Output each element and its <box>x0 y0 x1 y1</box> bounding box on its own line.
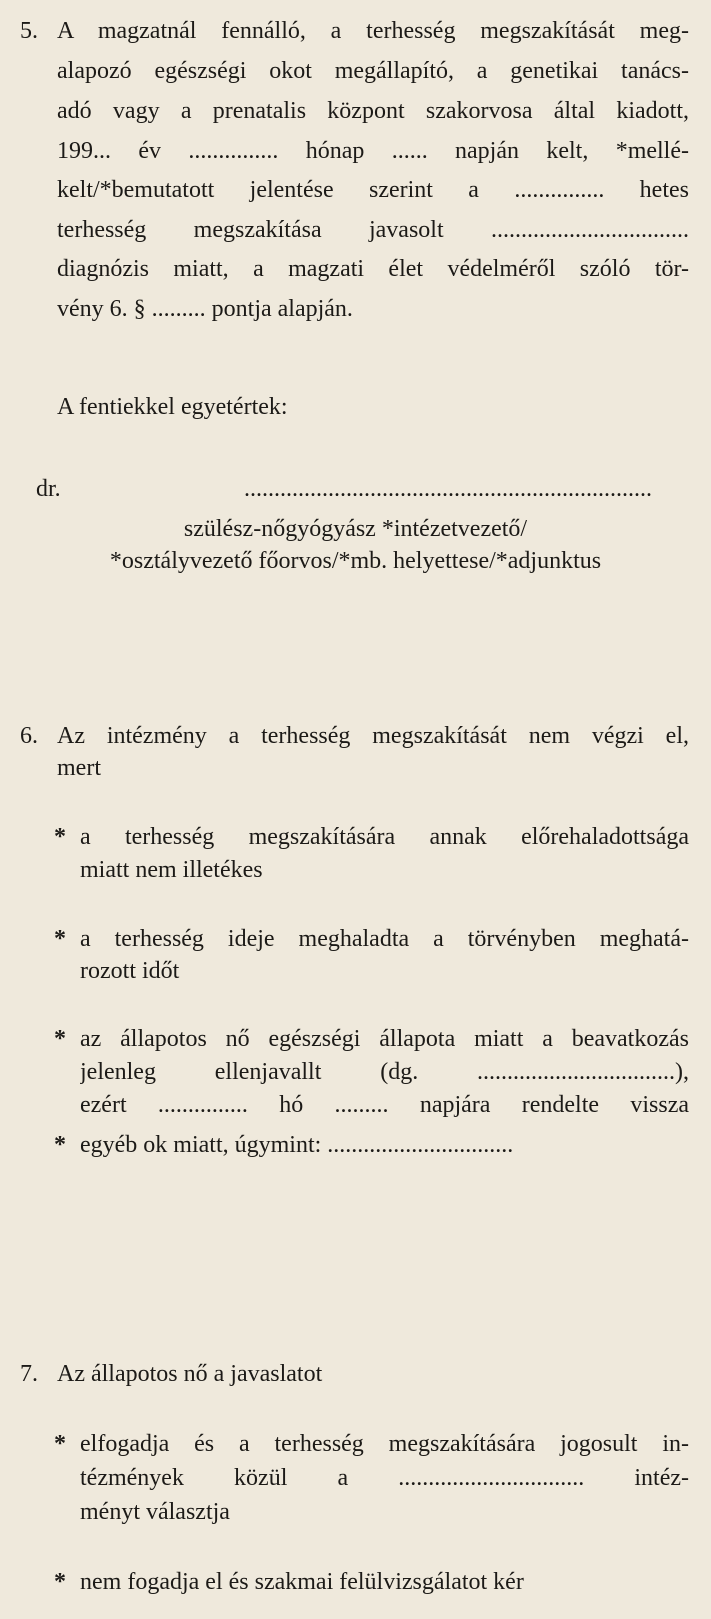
section-5-line: kelt/*bemutatott jelentése szerint a ............... hetes <box>57 177 689 203</box>
section-6-number: 6. <box>20 723 38 749</box>
section-5-line: 199... év ............... hónap ...... napján kelt, *mellé- <box>57 138 689 164</box>
section-5-line: A magzatnál fennálló, a terhesség megszakítását meg- <box>57 18 689 44</box>
section-6-intro-line: Az intézmény a terhesség megszakítását nem végzi el, <box>57 723 689 749</box>
section-6-option-line: a terhesség ideje meghaladta a törvényben meghatá- <box>80 926 689 952</box>
section-7-option-line: tézmények közül a ............................... intéz- <box>80 1465 689 1491</box>
option-asterisk: * <box>54 1132 66 1158</box>
section-6-option-line: jelenleg ellenjavallt (dg. .................................), <box>80 1059 689 1085</box>
signer-role-line: *osztályvezető főorvos/*mb. helyettese/*adjunktus <box>109 548 602 574</box>
section-5-line: terhesség megszakítása javasolt ................................. <box>57 217 689 243</box>
signer-role-line: szülész-nőgyógyász *intézetvezető/ <box>183 516 528 542</box>
section-6-option-line: ezért ............... hó ......... napjára rendelte vissza <box>80 1092 689 1118</box>
option-asterisk: * <box>54 1569 66 1595</box>
section-5-line: vény 6. § ......... pontja alapján. <box>57 296 353 322</box>
section-6-option-line: a terhesség megszakítására annak előrehaladottsága <box>80 824 689 850</box>
option-asterisk: * <box>54 1026 66 1052</box>
section-5-line: adó vagy a prenatalis központ szakorvosa által kiadott, <box>57 98 689 124</box>
section-6-option-line: rozott időt <box>80 958 180 984</box>
section-5-line: diagnózis miatt, a magzati élet védelméről szóló tör- <box>57 256 689 282</box>
option-asterisk: * <box>54 926 66 952</box>
section-7-option-line: nem fogadja el és szakmai felülvizsgálatot kér <box>80 1569 524 1595</box>
section-6-option-line: miatt nem illetékes <box>80 857 263 883</box>
signature-line: dr. .................................................................... <box>36 476 652 502</box>
section-7-option-line: ményt választja <box>80 1499 230 1525</box>
section-6-option-line: egyéb ok miatt, úgymint: ............................... <box>80 1132 514 1158</box>
section-6-intro-line: mert <box>57 755 101 781</box>
section-7-intro: Az állapotos nő a javaslatot <box>57 1361 323 1387</box>
section-6-option-line: az állapotos nő egészségi állapota miatt a beavatkozás <box>80 1026 689 1052</box>
section-5-line: alapozó egészségi okot megállapító, a genetikai tanács- <box>57 58 689 84</box>
section-7-option-line: elfogadja és a terhesség megszakítására jogosult in- <box>80 1431 689 1457</box>
option-asterisk: * <box>54 1431 66 1457</box>
option-asterisk: * <box>54 824 66 850</box>
section-5-number: 5. <box>20 18 38 44</box>
section-7-number: 7. <box>20 1361 38 1387</box>
agreement-label: A fentiekkel egyetértek: <box>57 394 288 420</box>
